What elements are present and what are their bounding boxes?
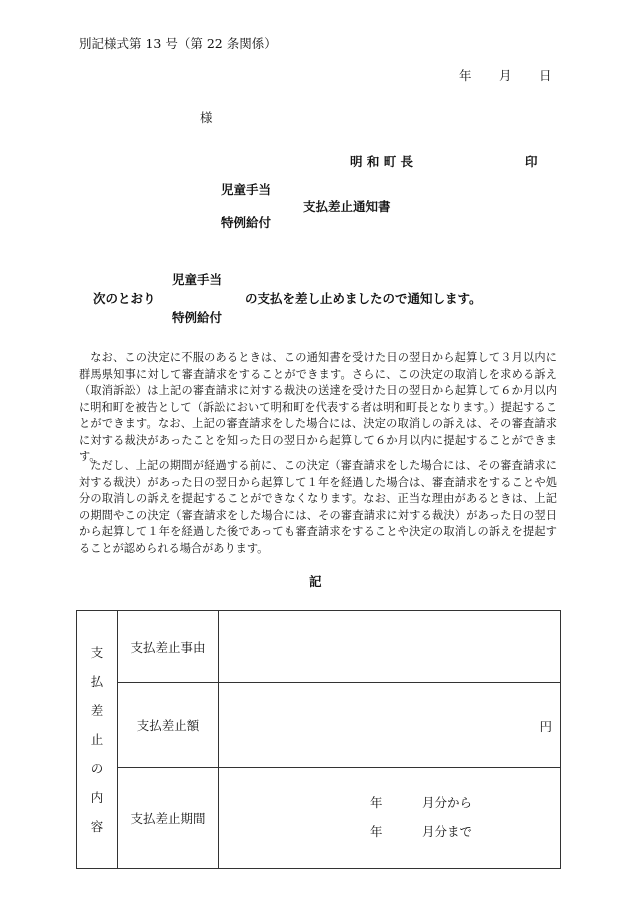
reason-label: 支払差止事由 — [118, 611, 219, 683]
appeal-paragraph-2: ただし、上記の期間が経過する前に、この決定（審査請求をした場合には、その審査請求に対する裁決）があった日の翌日から起算して１年を経過した場合は、審査請求をすることや処分の取消しの訴えを提起することができなくなります。なお、正当な理由があるときは、上記の期間やこの決定（審査請求をした場合には、その審査請求に対する裁決）があった日の翌日から起算して１年を経過した後であっても審査請求をすることや決定の取消しの訴えを提起することが認められる場合があります。 — [79, 459, 557, 555]
document-title: 支払差止通知書 — [303, 199, 391, 214]
period-from-year: 年 — [370, 795, 383, 810]
title-option-child-allowance: 児童手当 — [221, 182, 272, 197]
ki-heading: 記 — [309, 574, 322, 589]
date-year-label: 年 — [459, 68, 472, 83]
notice-tail: の支払を差し止めましたので通知します。 — [245, 291, 482, 306]
appeal-paragraph-1: なお、この決定に不服のあるときは、この通知書を受けた日の翌日から起算して３月以内に群馬県知事に対して審査請求をすることができます。さらに、この決定の取消しを求める訴え（取消訴訟）は上記の審査請求に対する裁決の送達を受けた日の翌日から起算して６か月以内に明和町を被告として（訴訟において明和町を代表する者は明和町長となります。）提起することができます。なお、上記の審査請求をした場合には、決定の取消しの訴えは、その審査請求に対する裁決があったことを知った日の翌日から起算して６か月以内に提起することができます。 — [79, 351, 557, 463]
date-day-label: 日 — [539, 68, 552, 83]
group-label-char: 払 — [90, 674, 104, 689]
details-table — [76, 610, 561, 869]
notice-option-child-allowance: 児童手当 — [172, 272, 223, 287]
issuer-seal: 印 — [525, 154, 538, 169]
period-to-year: 年 — [370, 824, 383, 839]
addressee-suffix: 様 — [200, 110, 213, 125]
title-option-special-benefit: 特例給付 — [221, 215, 272, 230]
group-label-char: の — [90, 761, 104, 776]
period-label: 支払差止期間 — [118, 768, 219, 869]
period-to-month: 月分まで — [422, 824, 473, 839]
reason-value-cell — [219, 611, 561, 683]
period-from-month: 月分から — [422, 795, 473, 810]
date-month-label: 月 — [499, 68, 512, 83]
form-number: 別記様式第 13 号（第 22 条関係） — [79, 36, 277, 51]
period-value-cell — [219, 768, 561, 869]
group-label-char: 内 — [90, 790, 104, 805]
notice-option-special-benefit: 特例給付 — [172, 310, 223, 325]
group-label-char: 差 — [90, 703, 104, 718]
group-label-char: 容 — [90, 819, 104, 834]
group-label-vertical — [77, 611, 118, 869]
group-label-char: 支 — [90, 645, 104, 660]
group-label-char: 止 — [90, 732, 104, 747]
amount-value-cell — [219, 683, 561, 768]
issuer-title: 明 和 町 長 — [350, 154, 414, 169]
notice-lead: 次のとおり — [93, 291, 156, 306]
amount-label: 支払差止額 — [118, 683, 219, 768]
amount-unit: 円 — [539, 719, 552, 734]
